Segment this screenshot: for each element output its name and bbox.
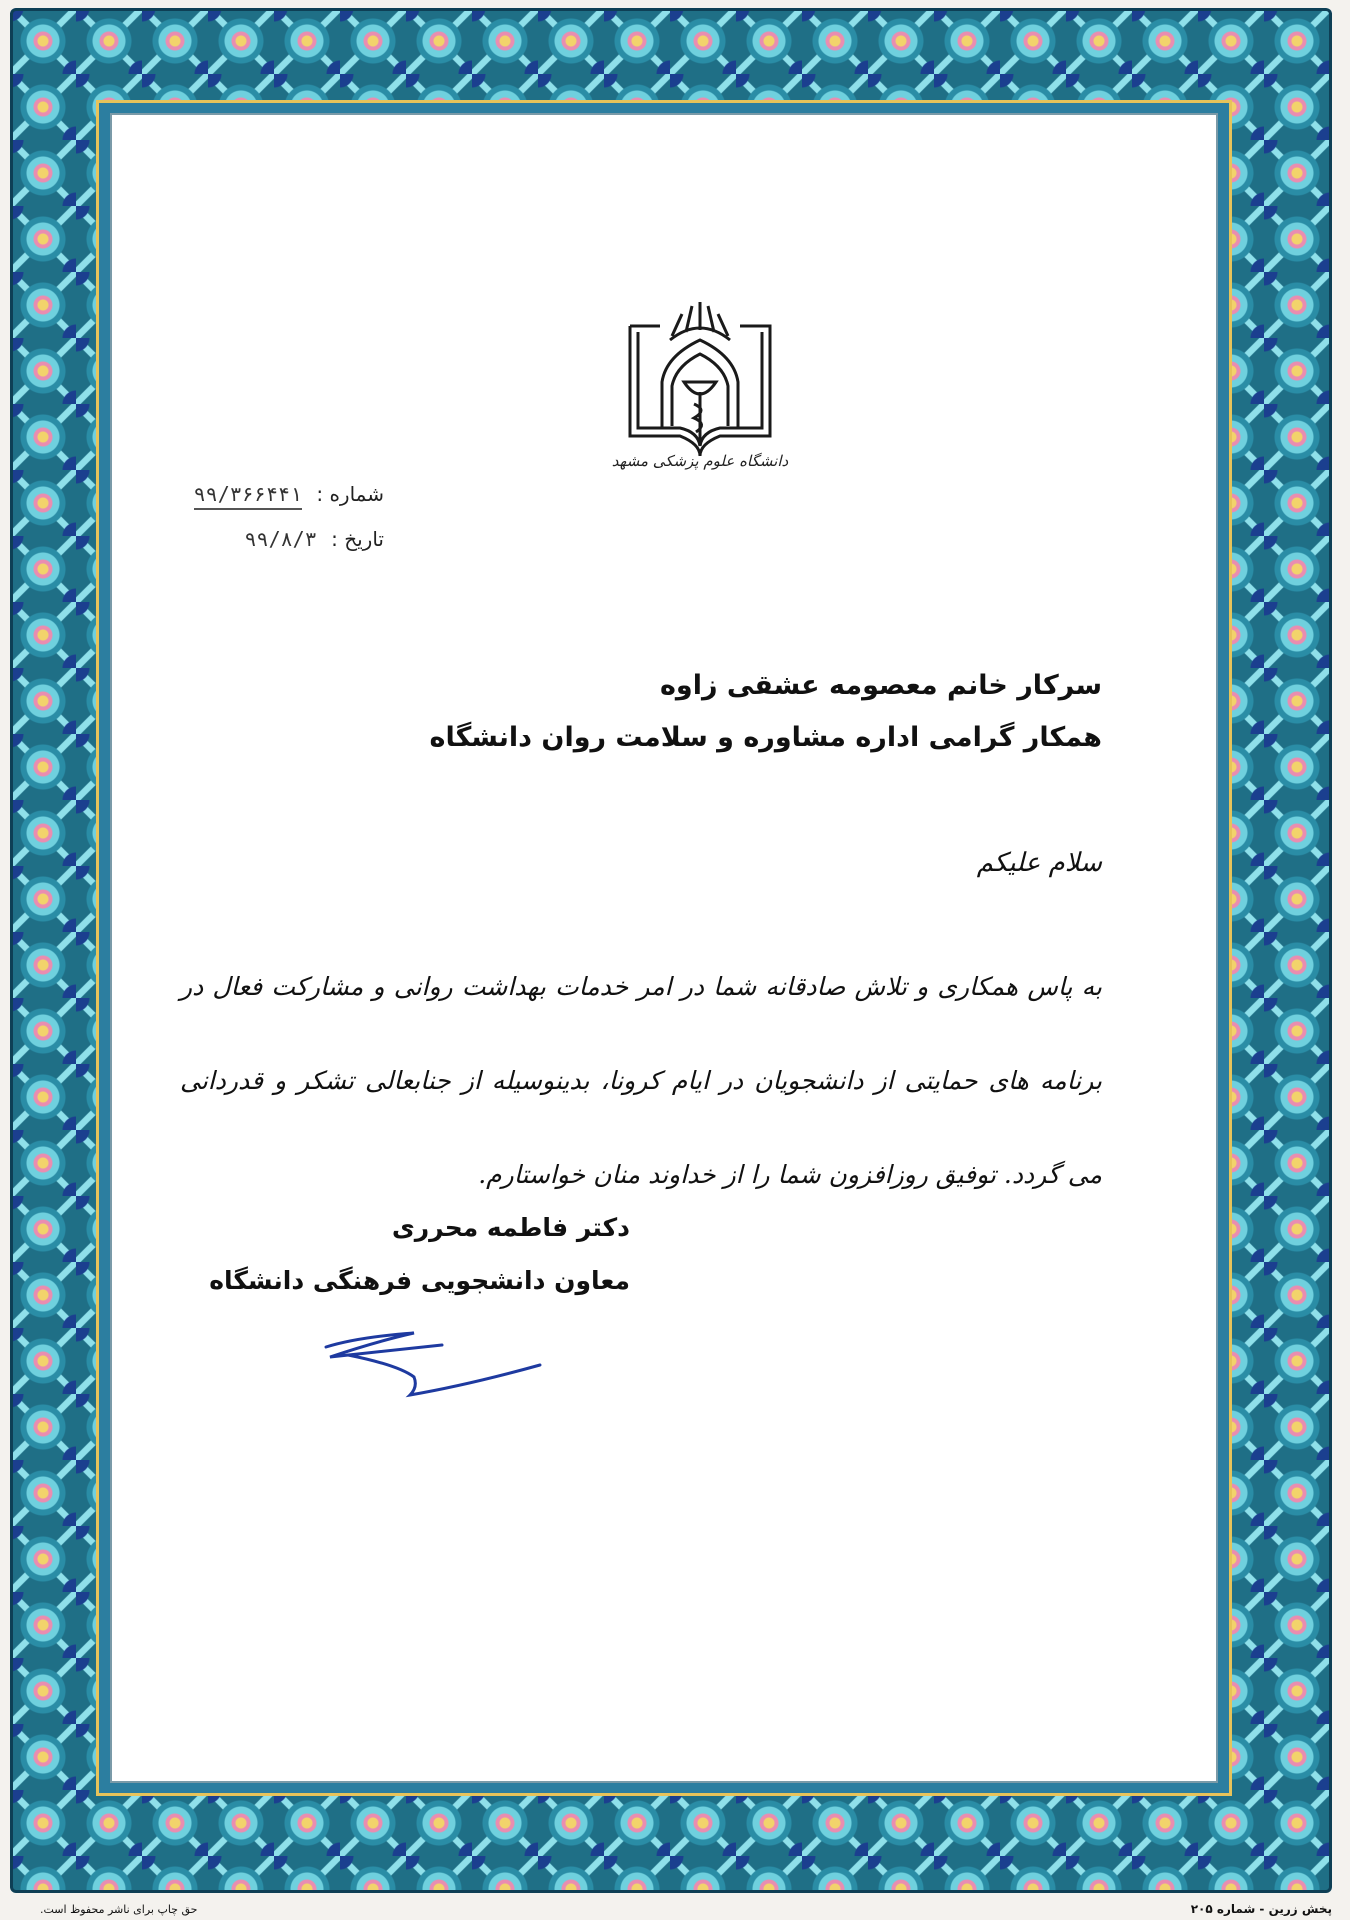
- signer-role: معاون دانشجویی فرهنگی دانشگاه: [209, 1266, 630, 1295]
- footer-publisher: پخش زرین - شماره ۲۰۵: [1190, 1902, 1332, 1916]
- letter-number-label: شماره :: [316, 482, 384, 506]
- letter-date-label: تاریخ :: [331, 527, 384, 551]
- recipient-title: همکار گرامی اداره مشاوره و سلامت روان دانشگاه: [429, 722, 1102, 753]
- handwritten-signature-icon: [318, 1325, 548, 1405]
- letter-body: به پاس همکاری و تلاش صادقانه شما در امر خدمات بهداشت روانی و مشارکت فعال در برنامه های حمایتی از دانشجویان در ایام کرونا، بدینوسیله از جنابعالی تشکر و قدردانی می گردد. توفیق روزافزون شما را از خداوند منان خواستارم.: [180, 972, 1102, 1189]
- recipient-name: سرکار خانم معصومه عشقی زاوه: [659, 670, 1102, 701]
- footer-copyright: حق چاپ برای ناشر محفوظ است.: [40, 1903, 198, 1916]
- letter-date-row: [236, 527, 384, 551]
- letter-number-row: [184, 482, 384, 506]
- signer-name: دکتر فاطمه محرری: [391, 1213, 630, 1242]
- letter-date-value: ۹۹/۸/۳: [244, 527, 317, 551]
- logo-caption: دانشگاه علوم پزشکی مشهد: [611, 452, 789, 470]
- letter-number-value: ۹۹/۳۶۶۴۴۱: [194, 482, 302, 510]
- greeting: سلام علیکم: [976, 848, 1102, 878]
